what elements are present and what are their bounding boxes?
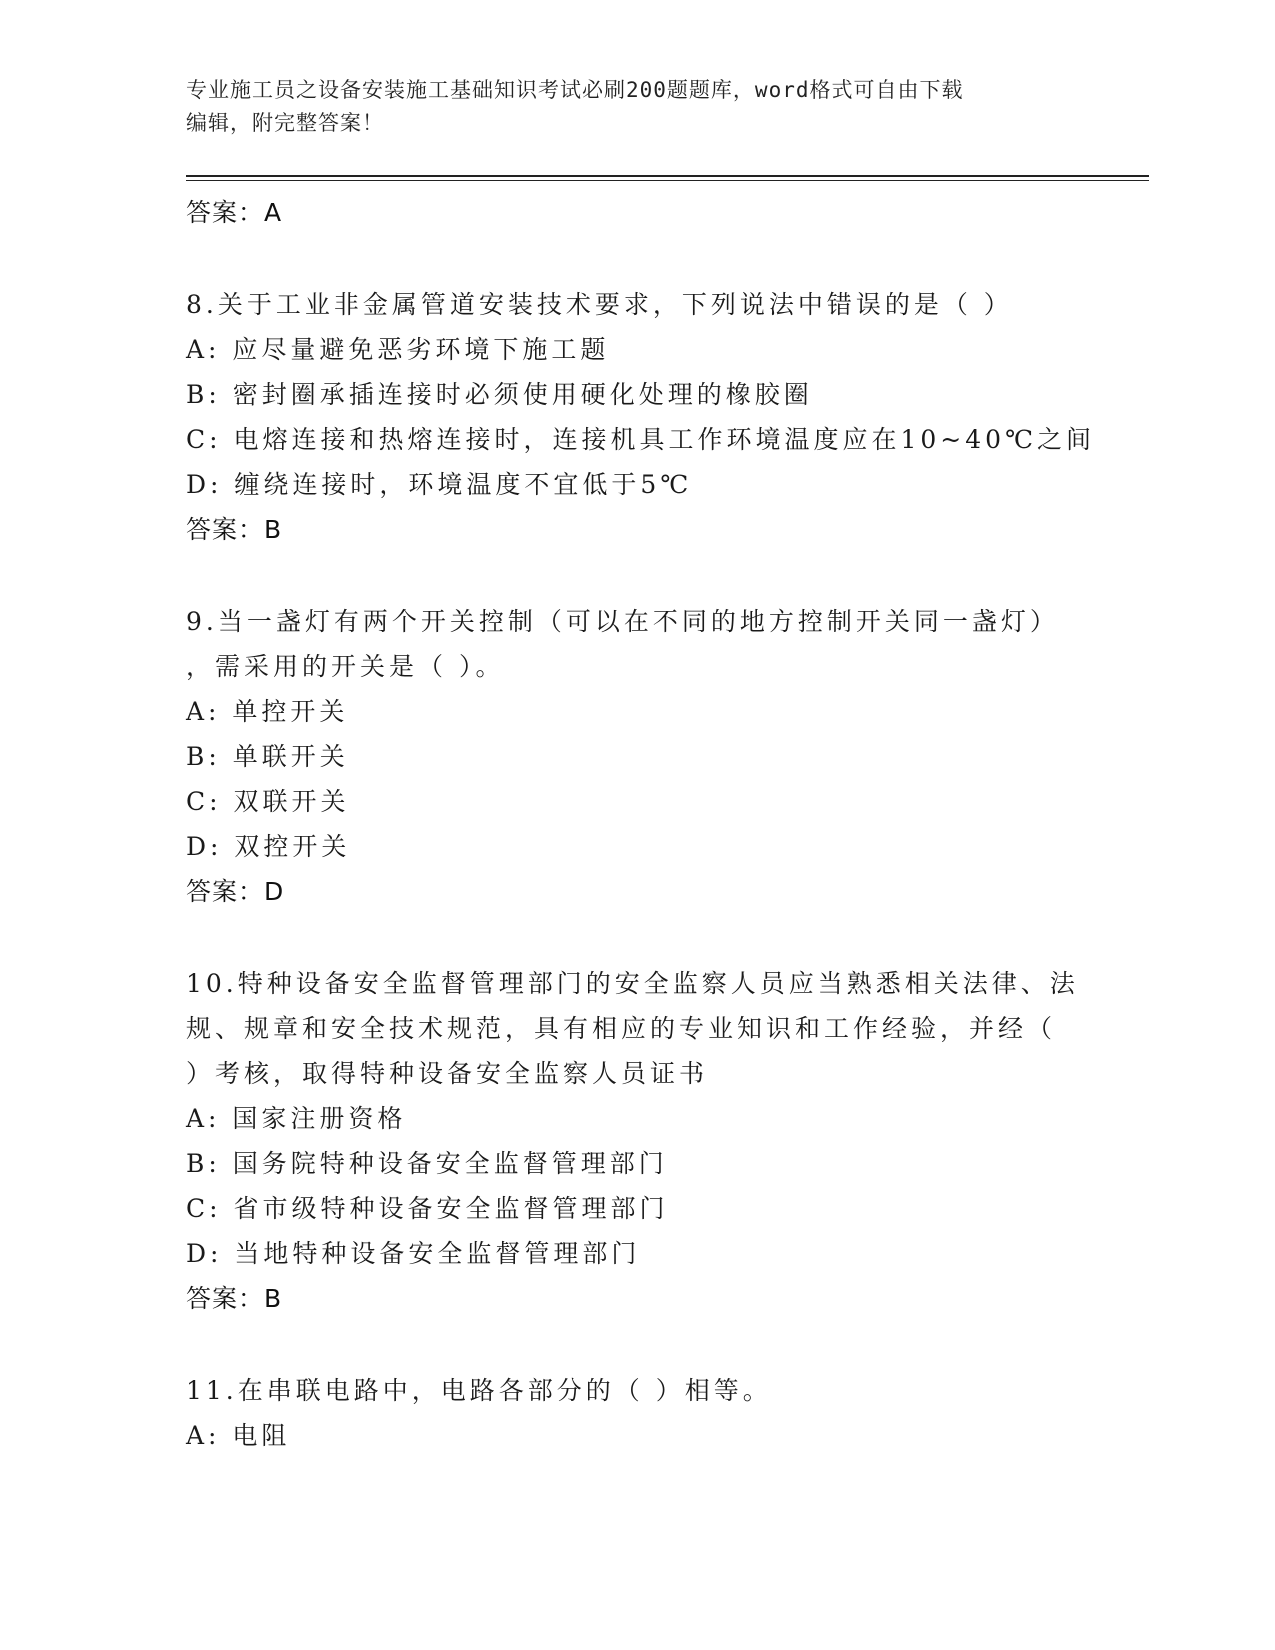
spacer: [186, 914, 1086, 961]
question-10-option-d: D: 当地特种设备安全监督管理部门: [186, 1239, 641, 1268]
question-11-stem: 11.在串联电路中，电路各部分的（ ）相等。: [186, 1376, 772, 1405]
question-8-option-a: A: 应尽量避免恶劣环境下施工题: [186, 335, 610, 364]
header-divider-thin: [186, 180, 1149, 181]
question-10-option-a: A: 国家注册资格: [186, 1104, 407, 1133]
spacer: [186, 235, 1086, 282]
question-9-option-a: A: 单控开关: [186, 697, 349, 726]
spacer: [186, 552, 1086, 599]
question-10-answer: 答案：B: [186, 1284, 283, 1313]
question-9-option-d: D: 双控开关: [186, 832, 351, 861]
question-10-option-b: B: 国务院特种设备安全监督管理部门: [186, 1149, 668, 1178]
question-8-option-b: B: 密封圈承插连接时必须使用硬化处理的橡胶圈: [186, 380, 813, 409]
header-line-1: 专业施工员之设备安装施工基础知识考试必刷200题题库，word格式可自由下载: [186, 78, 964, 102]
question-10-option-c: C: 省市级特种设备安全监督管理部门: [186, 1194, 669, 1223]
question-9: [186, 599, 1086, 914]
document-header: [186, 74, 1066, 140]
question-9-stem-line-1: 9.当一盏灯有两个开关控制（可以在不同的地方控制开关同一盏灯）: [186, 607, 1059, 636]
question-9-stem-line-2: ，需采用的开关是（ ）。: [186, 652, 505, 681]
header-line-2: 编辑，附完整答案！: [186, 111, 384, 135]
question-11-option-a: A: 电阻: [186, 1421, 291, 1450]
answer-previous: 答案：A: [186, 198, 283, 227]
question-8-option-d: D: 缠绕连接时，环境温度不宜低于5℃: [186, 470, 693, 499]
question-9-answer: 答案：D: [186, 877, 285, 906]
header-divider-thick: [186, 175, 1149, 177]
spacer: [186, 1321, 1086, 1368]
question-8: [186, 282, 1096, 552]
question-10-stem-line-3: ）考核，取得特种设备安全监察人员证书: [186, 1059, 709, 1088]
question-8-stem: 8.关于工业非金属管道安装技术要求，下列说法中错误的是（ ）: [186, 290, 1013, 319]
question-8-option-c: C: 电熔连接和热熔连接时，连接机具工作环境温度应在10~40℃之间: [186, 425, 1096, 454]
question-9-option-c: C: 双联开关: [186, 787, 350, 816]
question-10-stem-line-2: 规、规章和安全技术规范，具有相应的专业知识和工作经验，并经（: [186, 1014, 1057, 1043]
question-list: [186, 190, 1096, 1458]
question-10-stem-line-1: 10.特种设备安全监督管理部门的安全监察人员应当熟悉相关法律、法: [186, 969, 1079, 998]
question-11: [186, 1368, 1086, 1458]
question-9-option-b: B: 单联开关: [186, 742, 349, 771]
question-8-answer: 答案：B: [186, 515, 283, 544]
question-10: [186, 961, 1086, 1321]
